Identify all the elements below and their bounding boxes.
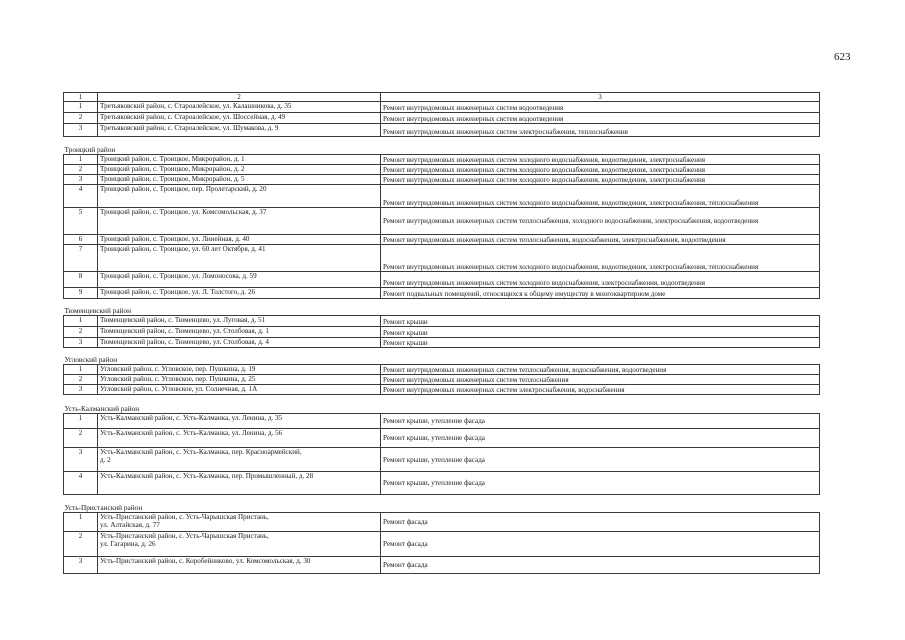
address-line: Усть-Калманский район, с. Усть-Калманка, пер. Красноармейский,	[100, 448, 302, 457]
work-type-cell: Ремонт внутридомовых инженерных систем электроснабжения, теплоснабжения	[381, 124, 820, 137]
address-line: Троицкий район, с. Троицкое, Микрорайон, д. 5	[100, 175, 245, 184]
address-cell	[98, 102, 381, 113]
address-cell	[98, 414, 381, 429]
row-number: 4	[64, 472, 98, 495]
address-line: Усть-Калманский район, с. Усть-Калманка, ул. Ленина, д. 35	[100, 414, 283, 423]
work-type-cell: Ремонт подвальных помещений, относящихся к общему имуществу в многоквартирном доме	[381, 288, 820, 299]
row-number: 3	[64, 557, 98, 574]
row-number: 1	[64, 365, 98, 375]
address-cell	[98, 124, 381, 137]
work-type-cell: Ремонт внутридомовых инженерных систем холодного водоснабжения, водоотведения, электроснабжения	[381, 175, 820, 185]
address-line: Третьяковский район, с. Староалейское, ул. Шумакова, д. 9	[100, 124, 279, 133]
table-row	[64, 532, 820, 557]
work-type-cell: Ремонт внутридомовых инженерных систем холодного водоснабжения, водоотведения, электроснабжения, теплоснабжения	[381, 245, 820, 272]
district-heading-row	[64, 299, 820, 316]
table-row	[64, 365, 820, 375]
table-row	[64, 288, 820, 299]
table-row	[64, 272, 820, 288]
work-type-cell: Ремонт крыши	[381, 338, 820, 348]
table-row	[64, 429, 820, 448]
district-title: Троицкий район	[64, 137, 820, 155]
row-number: 1	[64, 102, 98, 113]
address-cell	[98, 532, 381, 557]
table-row	[64, 185, 820, 208]
address-line: Третьяковский район, с. Староалейское, ул. Шоссейная, д. 49	[100, 113, 286, 122]
row-number: 2	[64, 532, 98, 557]
address-line-2: ул. Гагарина, д. 26	[100, 540, 156, 549]
row-number: 2	[64, 165, 98, 175]
address-cell	[98, 272, 381, 288]
work-type-cell: Ремонт крыши, утепление фасада	[381, 414, 820, 429]
table-row	[64, 316, 820, 327]
address-line: Троицкий район, с. Троицкое, ул. Линейная, д. 40	[100, 235, 250, 244]
table-row	[64, 245, 820, 272]
address-line: Усть-Пристанский район, с. Усть-Чарышская Пристань,	[100, 532, 269, 541]
table-row	[64, 513, 820, 532]
address-line: Троицкий район, с. Троицкое, Микрорайон, д. 1	[100, 155, 245, 164]
row-number: 1	[64, 513, 98, 532]
address-line: Троицкий район, с. Троицкое, ул. Ломоносова, д. 59	[100, 272, 257, 281]
work-type-cell: Ремонт внутридомовых инженерных систем холодного водоснабжения, водоотведения, электроснабжения	[381, 155, 820, 165]
address-cell	[98, 185, 381, 208]
table-row	[64, 385, 820, 395]
table-row	[64, 155, 820, 165]
table-row	[64, 235, 820, 245]
address-line: Троицкий район, с. Троицкое, ул. Комсомольская, д. 37	[100, 208, 267, 217]
work-type-cell: Ремонт внутридомовых инженерных систем теплоснабжения, холодного водоснабжения, электроснабжения, водоотведения	[381, 208, 820, 235]
address-cell	[98, 365, 381, 375]
table-row	[64, 175, 820, 185]
column-header-1: 1	[64, 93, 98, 102]
address-cell	[98, 208, 381, 235]
address-line: Троицкий район, с. Троицкое, ул. 60 лет Октября, д. 41	[100, 245, 266, 254]
address-line: Усть-Калманский район, с. Усть-Калманка, пер. Промышленный, д. 28	[100, 472, 314, 481]
district-heading-row	[64, 137, 820, 155]
work-type-cell: Ремонт внутридомовых инженерных систем теплоснабжения, водоснабжения, водоотведения	[381, 365, 820, 375]
address-cell	[98, 557, 381, 574]
address-line: Усть-Калманский район, с. Усть-Калманка, ул. Ленина, д. 56	[100, 429, 283, 438]
address-line: Третьяковский район, с. Староалейское, ул. Калашникова, д. 35	[100, 102, 292, 111]
work-type-cell: Ремонт внутридомовых инженерных систем водоотведения	[381, 102, 820, 113]
table-row	[64, 338, 820, 348]
address-cell	[98, 235, 381, 245]
address-cell	[98, 472, 381, 495]
work-type-cell: Ремонт крыши	[381, 327, 820, 338]
page-number: 623	[834, 51, 851, 63]
address-line: Троицкий район, с. Троицкое, Микрорайон, д. 2	[100, 165, 245, 174]
address-cell	[98, 338, 381, 348]
address-line: Усть-Пристанский район, с. Усть-Чарышская Пристань,	[100, 513, 269, 522]
address-line: Тюменцевский район, с. Тюменцево, ул. Столбовая, д. 1	[100, 327, 269, 336]
address-line: Усть-Пристанский район, с. Коробейниково, ул. Комсомольская, д. 30	[100, 557, 311, 566]
row-number: 3	[64, 385, 98, 395]
table-row	[64, 165, 820, 175]
table-row	[64, 375, 820, 385]
address-line: Троицкий район, с. Троицкое, ул. Л. Толстого, д. 26	[100, 288, 256, 297]
address-cell	[98, 513, 381, 532]
row-number: 6	[64, 235, 98, 245]
address-cell	[98, 155, 381, 165]
row-number: 1	[64, 316, 98, 327]
address-line: Угловский район, с. Угловское, ул. Солнечная, д. 1А	[100, 385, 258, 394]
address-cell	[98, 165, 381, 175]
address-line-2: д. 2	[100, 456, 111, 465]
work-type-cell: Ремонт фасада	[381, 532, 820, 557]
table-header-row	[64, 93, 820, 102]
table-row	[64, 414, 820, 429]
row-number: 8	[64, 272, 98, 288]
work-type-cell: Ремонт внутридомовых инженерных систем холодного водоснабжения, водоотведения, электроснабжения	[381, 165, 820, 175]
table-row	[64, 208, 820, 235]
address-cell	[98, 175, 381, 185]
address-cell	[98, 375, 381, 385]
address-line: Троицкий район, с. Троицкое, пер. Пролетарский, д. 20	[100, 185, 267, 194]
table-row	[64, 557, 820, 574]
district-title: Тюменцевский район	[64, 299, 820, 316]
address-cell	[98, 448, 381, 472]
work-type-cell: Ремонт крыши, утепление фасада	[381, 472, 820, 495]
row-number: 2	[64, 327, 98, 338]
address-cell	[98, 113, 381, 124]
work-type-cell: Ремонт внутридомовых инженерных систем холодного водоснабжения, водоотведения, электроснабжения, теплоснабжения	[381, 185, 820, 208]
row-number: 9	[64, 288, 98, 299]
address-line: Тюменцевский район, с. Тюменцево, ул. Столбовая, д. 4	[100, 338, 269, 347]
address-line: Угловский район, с. Угловское, пер. Пушкина, д. 19	[100, 365, 256, 374]
address-cell	[98, 429, 381, 448]
address-cell	[98, 245, 381, 272]
address-cell	[98, 385, 381, 395]
row-number: 2	[64, 429, 98, 448]
address-line: Угловский район, с. Угловское, пер. Пушкина, д. 25	[100, 375, 256, 384]
district-title: Усть-Пристанский район	[64, 495, 820, 513]
work-type-cell: Ремонт внутридомовых инженерных систем электроснабжения, водоснабжения	[381, 385, 820, 395]
work-type-cell: Ремонт фасада	[381, 557, 820, 574]
row-number: 2	[64, 375, 98, 385]
address-cell	[98, 316, 381, 327]
table-row	[64, 124, 820, 137]
work-type-cell: Ремонт внутридомовых инженерных систем теплоснабжения	[381, 375, 820, 385]
row-number: 1	[64, 414, 98, 429]
row-number: 3	[64, 448, 98, 472]
address-line: Тюменцевский район, с. Тюменцево, ул. Луговая, д. 51	[100, 316, 266, 325]
row-number: 1	[64, 155, 98, 165]
table-row	[64, 472, 820, 495]
work-type-cell: Ремонт крыши, утепление фасада	[381, 448, 820, 472]
row-number: 5	[64, 208, 98, 235]
work-type-cell: Ремонт внутридомовых инженерных систем холодного водоснабжения, электроснабжения, водоотведения	[381, 272, 820, 288]
repair-registry-table	[63, 92, 820, 574]
row-number: 3	[64, 124, 98, 137]
row-number: 3	[64, 175, 98, 185]
table-row	[64, 448, 820, 472]
table-row	[64, 102, 820, 113]
work-type-cell: Ремонт крыши	[381, 316, 820, 327]
row-number: 4	[64, 185, 98, 208]
district-heading-row	[64, 348, 820, 365]
table-row	[64, 113, 820, 124]
address-cell	[98, 327, 381, 338]
column-header-2: 2	[98, 93, 381, 102]
row-number: 2	[64, 113, 98, 124]
column-header-3: 3	[381, 93, 820, 102]
work-type-cell: Ремонт крыши, утепление фасада	[381, 429, 820, 448]
district-heading-row	[64, 395, 820, 414]
district-title: Усть-Калманский район	[64, 395, 820, 414]
row-number: 7	[64, 245, 98, 272]
district-heading-row	[64, 495, 820, 513]
address-cell	[98, 288, 381, 299]
work-type-cell: Ремонт фасада	[381, 513, 820, 532]
address-line-2: ул. Алтайская, д. 77	[100, 521, 160, 530]
district-title: Угловский район	[64, 348, 820, 365]
table-row	[64, 327, 820, 338]
work-type-cell: Ремонт внутридомовых инженерных систем водоотведения	[381, 113, 820, 124]
row-number: 3	[64, 338, 98, 348]
work-type-cell: Ремонт внутридомовых инженерных систем теплоснабжения, водоснабжения, электроснабжения, водоотведения	[381, 235, 820, 245]
